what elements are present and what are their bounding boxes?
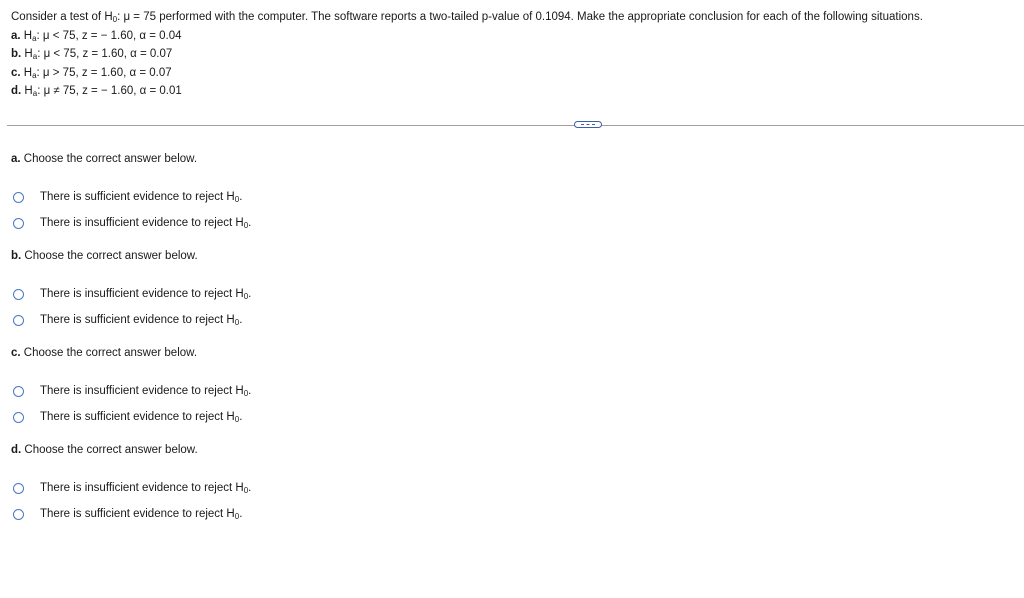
part-d-option-1[interactable] — [13, 480, 251, 496]
option-end: . — [248, 288, 252, 300]
option-label — [40, 482, 251, 494]
hypothesis-symbol: H — [20, 29, 33, 42]
part-label: d. — [11, 444, 22, 456]
part-label: c. — [11, 347, 21, 359]
hypothesis-subscript: a — [32, 89, 38, 98]
radio-unselected-icon[interactable] — [13, 483, 24, 494]
part-prompt-text: Choose the correct answer below. — [20, 347, 198, 359]
part-label: b. — [11, 250, 22, 262]
option-text: There is sufficient evidence to reject H — [40, 314, 235, 326]
situation-text: : μ < 75, z = 1.60, α = 0.07 — [37, 48, 173, 60]
option-text: There is insufficient evidence to reject H — [40, 288, 244, 300]
situation-label: b. — [11, 48, 22, 60]
intro-text: Consider a test of H — [11, 11, 113, 23]
intro-text-rest: : μ = 75 performed with the computer. The software reports a two-tailed p-value of 0.1094. Make the appropriate conclusion for each of the following situations. — [117, 11, 923, 23]
option-label — [40, 508, 242, 520]
option-subscript: 0 — [234, 195, 240, 204]
part-label: a. — [11, 153, 21, 165]
option-label — [40, 288, 251, 300]
situation-c — [11, 64, 1011, 83]
hypothesis-symbol: H — [21, 85, 33, 97]
option-subscript: 0 — [234, 318, 240, 327]
intro-subscript: 0 — [112, 15, 118, 24]
option-label — [40, 191, 242, 203]
part-d-prompt — [11, 444, 198, 456]
problem-statement — [11, 8, 1011, 101]
option-subscript: 0 — [243, 221, 249, 230]
situation-label: a. — [11, 29, 21, 42]
situation-d — [11, 82, 1011, 101]
situation-text: : μ > 75, z = 1.60, α = 0.07 — [36, 66, 172, 79]
option-subscript: 0 — [243, 486, 249, 495]
situation-b — [11, 45, 1011, 64]
ellipsis-handle-icon[interactable] — [574, 121, 602, 128]
option-end: . — [239, 191, 243, 203]
section-divider — [7, 125, 1024, 126]
option-text: There is insufficient evidence to reject H — [40, 482, 244, 494]
option-text: There is sufficient evidence to reject H — [40, 508, 235, 520]
part-a-prompt — [11, 153, 197, 165]
part-prompt-text: Choose the correct answer below. — [21, 250, 198, 262]
radio-unselected-icon[interactable] — [13, 218, 24, 229]
option-label — [40, 411, 242, 423]
option-text: There is sufficient evidence to reject H — [40, 191, 235, 203]
hypothesis-symbol: H — [21, 48, 33, 60]
part-prompt-text: Choose the correct answer below. — [21, 444, 198, 456]
option-end: . — [248, 217, 252, 229]
option-text: There is insufficient evidence to reject H — [40, 385, 244, 397]
option-label — [40, 314, 242, 326]
hypothesis-subscript: a — [32, 70, 37, 80]
option-end: . — [239, 508, 243, 520]
radio-unselected-icon[interactable] — [13, 192, 24, 203]
situation-a — [11, 27, 1011, 46]
radio-unselected-icon[interactable] — [13, 315, 24, 326]
option-subscript: 0 — [234, 415, 240, 424]
part-prompt-text: Choose the correct answer below. — [20, 153, 198, 165]
situation-text: : μ ≠ 75, z = − 1.60, α = 0.01 — [37, 85, 182, 97]
option-end: . — [248, 482, 252, 494]
part-b-option-1[interactable] — [13, 286, 251, 302]
part-b-prompt — [11, 250, 198, 262]
hypothesis-subscript: a — [32, 52, 38, 61]
option-label — [40, 385, 251, 397]
part-c-option-1[interactable] — [13, 383, 251, 399]
option-end: . — [239, 411, 243, 423]
radio-unselected-icon[interactable] — [13, 509, 24, 520]
option-text: There is sufficient evidence to reject H — [40, 411, 235, 423]
radio-unselected-icon[interactable] — [13, 289, 24, 300]
hypothesis-subscript: a — [32, 33, 37, 43]
part-c-option-2[interactable] — [13, 409, 242, 425]
radio-unselected-icon[interactable] — [13, 412, 24, 423]
option-end: . — [248, 385, 252, 397]
situation-text: : μ < 75, z = − 1.60, α = 0.04 — [36, 29, 182, 42]
option-label — [40, 217, 251, 229]
option-subscript: 0 — [243, 292, 249, 301]
ellipsis-dashes — [581, 124, 595, 125]
option-text: There is insufficient evidence to reject H — [40, 217, 244, 229]
option-subscript: 0 — [243, 389, 249, 398]
option-end: . — [239, 314, 243, 326]
part-d-option-2[interactable] — [13, 506, 242, 522]
part-a-option-2[interactable] — [13, 215, 251, 231]
hypothesis-symbol: H — [20, 66, 33, 79]
part-c-prompt — [11, 347, 197, 359]
situation-label: c. — [11, 66, 21, 79]
problem-intro — [11, 8, 1011, 27]
part-b-option-2[interactable] — [13, 312, 242, 328]
radio-unselected-icon[interactable] — [13, 386, 24, 397]
situation-label: d. — [11, 85, 22, 97]
option-subscript: 0 — [234, 512, 240, 521]
part-a-option-1[interactable] — [13, 189, 242, 205]
